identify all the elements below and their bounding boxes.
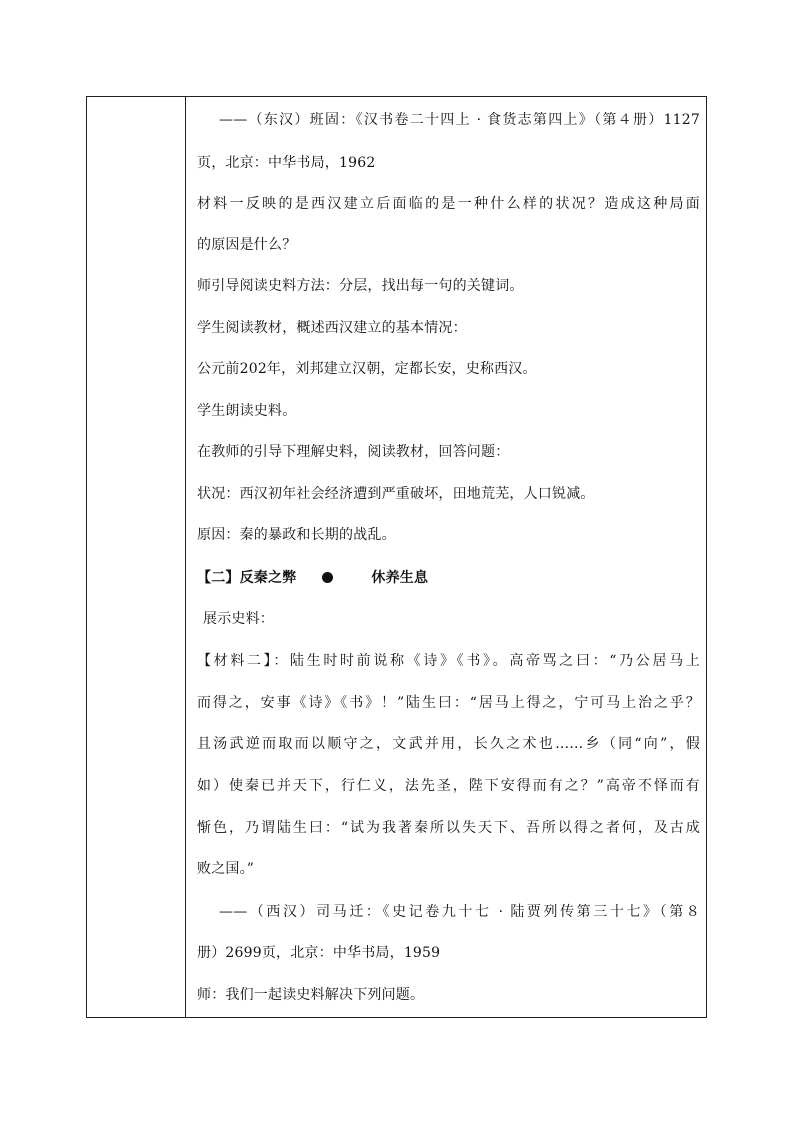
right-column-cell	[187, 97, 706, 1017]
source-citation-2-line-1: ——（西汉）司马迁：《史记卷九十七 · 陆贾列传第三十七》（第８	[219, 904, 700, 920]
show-material: 展示史料：	[203, 611, 274, 627]
left-column-cell	[87, 97, 186, 1017]
question-line-1: 材料一反映的是西汉建立后面临的是一种什么样的状况？造成这种局面	[197, 196, 700, 212]
source-citation-2-line-2: 册）2699页，北京：中华书局，1959	[197, 945, 441, 961]
material-two-line-6: 败之国。”	[197, 861, 255, 877]
material-two-line-3: 且汤武逆而取而以顺守之，文武并用，长久之术也……乡（同“向”，假	[197, 736, 700, 752]
answer-cause: 原因：秦的暴政和长期的战乱。	[197, 527, 396, 543]
question-line-2: 的原因是什么？	[197, 237, 297, 253]
teacher-guidance: 师引导阅读史料方法：分层，找出每一句的关键词。	[197, 278, 524, 294]
material-two-line-4: 如）使秦已并天下，行仁义，法先圣，陛下安得而有之？”高帝不怿而有	[197, 778, 700, 794]
source-citation-line-2: 页，北京：中华书局，1962	[197, 155, 376, 171]
section-heading	[197, 568, 700, 588]
guided-understanding: 在教师的引导下理解史料，阅读教材，回答问题：	[197, 444, 510, 460]
answer-situation: 状况：西汉初年社会经济遭到严重破坏，田地荒芜，人口锐减。	[197, 486, 595, 502]
section-heading-part2: 休养生息	[371, 570, 429, 586]
source-citation-line-1: ——（东汉）班固：《汉书卷二十四上 · 食货志第四上》（第４册）1127	[219, 112, 700, 128]
student-reading: 学生阅读教材，概述西汉建立的基本情况：	[197, 320, 467, 336]
material-two-line-2: 而得之，安事《诗》《书》！”陆生曰：“居马上得之，宁可马上治之乎？	[197, 695, 700, 711]
black-circle-icon	[322, 572, 333, 583]
lesson-table	[86, 96, 707, 1018]
teacher-instruction: 师：我们一起读史料解决下列问题。	[197, 987, 425, 1003]
section-heading-part1: 【二】反秦之弊	[197, 570, 297, 586]
student-read-aloud: 学生朗读史料。	[197, 403, 297, 419]
western-han-founding: 公元前202年，刘邦建立汉朝，定都长安，史称西汉。	[197, 361, 537, 377]
material-two-line-1: 【材料二】：陆生时时前说称《诗》《书》。高帝骂之曰：“乃公居马上	[197, 653, 700, 669]
material-two-line-5: 惭色，乃谓陆生曰：“试为我著秦所以失天下、吾所以得之者何，及古成	[197, 820, 700, 836]
